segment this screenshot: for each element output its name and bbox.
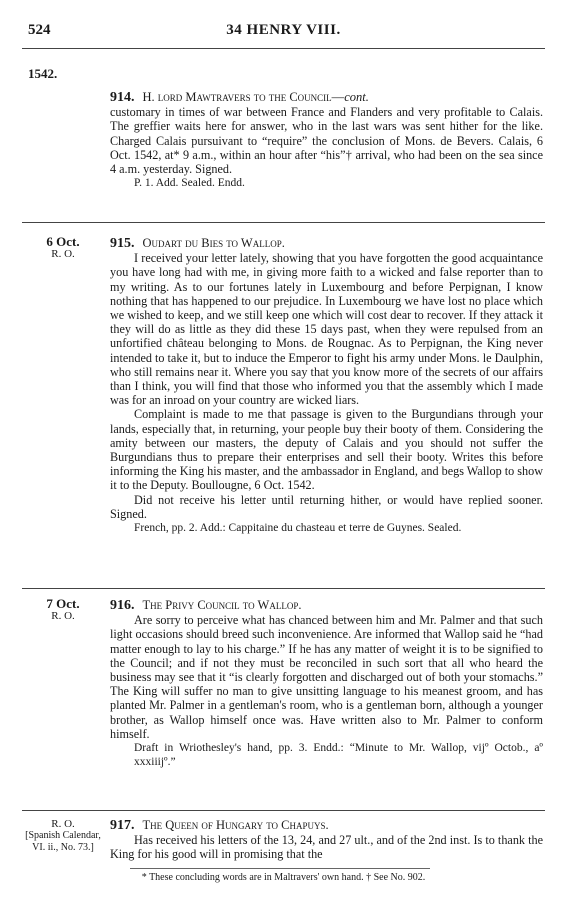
entry-date: 6 Oct. — [46, 234, 80, 249]
entry-title-cont: cont. — [344, 90, 369, 104]
entry-note: French, pp. 2. Add.: Cappitaine du chasteau et terre de Guynes. Sealed. — [134, 522, 462, 535]
footnote: * These concluding words are in Maltravers' own hand. † See No. 902. — [141, 872, 426, 883]
entry-heading — [110, 236, 543, 251]
entry-note: Draft in Wriothesley's hand, pp. 3. Endd.: “Minute to Mr. Wallop, vijº Octob., aº xxxiiijº.” — [134, 742, 543, 769]
entry-paragraph: Did not receive his letter until returning hither, or would have replied sooner. Signed. — [110, 492, 543, 521]
entry-heading — [110, 598, 543, 613]
entry-source: R. O. — [51, 610, 75, 622]
entry-paragraph: Has received his letters of the 13, 24, and 27 ult., and of the 2nd inst. Is to thank the King for his good will in promising that the — [110, 833, 543, 862]
entry-title: The Queen of Hungary to Chapuys. — [142, 818, 329, 832]
entry-915 — [110, 236, 543, 535]
entry-source-extra: [Spanish Calendar, VI. ii., No. 73.] — [25, 830, 101, 853]
entry-paragraph: I received your letter lately, showing that you have forgotten the good acquaintance you have long had with me, in giving more faith to a wicked and false reporter than to my writing. As to our fortunes lately in Luxembourg and before Perpignan, I know nothing that has happened to our prejudice. In Luxembourg we have lost no place which we wished to keep, and we still keep one which will cost dear to recover. If they attack it they will do as little as they did these 15 days past, when they were repulsed from an unfortified château belonging to Mons. de Rougnac. As to Perpignan, the King never intended to take it, but to induce the Emperor to fight his army under Mons. le Daulphin, who still remains near it. Where you say that you know more of the secrets of our affairs than I think, you will find that those who informed you that the assembly which I made was for an inroad on your country are wicked liars. — [110, 251, 543, 408]
entry-title: The Privy Council to Wallop. — [142, 598, 302, 612]
entry-917 — [110, 818, 543, 862]
margin-year: 1542. — [28, 66, 58, 81]
running-header — [28, 22, 539, 44]
margin-917 — [18, 818, 108, 854]
page-number: 524 — [28, 22, 51, 38]
margin-915 — [18, 236, 108, 260]
entry-text: customary in times of war between France and Flanders and very profitable to Calais. The greffier waits here for answer, who in the last wars was sent hither for the like. Charged Calais pursuivant to “require” the conclusion of Mons. de Bevers. Calais, 6 Oct. 1542, at* 9 a.m., within an hour after “his”† arrival, who had been on the sea since 4 a.m. yesterday. Signed. — [110, 105, 543, 177]
entry-divider — [22, 588, 545, 589]
entry-heading — [110, 90, 543, 105]
entry-heading — [110, 818, 543, 833]
page-title: 34 HENRY VIII. — [226, 22, 341, 38]
entry-number: 915. — [110, 236, 135, 251]
entry-title: Oudart du Bies to Wallop. — [142, 236, 285, 250]
entry-source: R. O. — [51, 248, 75, 260]
entry-source: R. O. — [51, 818, 75, 830]
footnote-rule — [130, 868, 430, 869]
entry-divider — [22, 810, 545, 811]
entry-paragraph: Complaint is made to me that passage is given to the Burgundians through your lands, especially that, in returning, your people buy their booty of them. Considering the amity between our masters, the deputy of Calais and you should not suffer the Burgundians thus to prepare their enterprises and sell their booty. Writes this before informing the King his master, and the ambassador in England, and begs Wallop to show it to the Deputy. Boullougne, 6 Oct. 1542. — [110, 407, 543, 493]
entry-number: 917. — [110, 818, 135, 833]
entry-note: P. 1. Add. Sealed. Endd. — [134, 177, 245, 190]
entry-title: H. lord Mawtravers to the Council— — [142, 90, 345, 104]
entry-paragraph: Are sorry to perceive what has chanced between him and Mr. Palmer and that such light occasions should breed such inconvenience. Are informed that Wallop said he “had matter enough to lay to his charge.” If he has any matter of weight it is to be signified to the Council; and if not they must be reconciled in such sort that all who heard the business may see that it “is clearly forgotten and discharged out of both your stomachs.” The King will suffer no man to give unsitting language to his meanest groom, and has planted Mr. Palmer in a gentleman's room, who is a gentleman born, although a younger brother, as Wallop himself once was. Have written also to Mr. Palmer to conform himself. — [110, 613, 543, 741]
margin-916 — [18, 598, 108, 622]
entry-divider — [22, 222, 545, 223]
entry-916 — [110, 598, 543, 769]
entry-914 — [110, 90, 543, 190]
entry-number: 914. — [110, 90, 135, 105]
entry-date: 7 Oct. — [46, 596, 80, 611]
entry-number: 916. — [110, 598, 135, 613]
header-rule — [22, 48, 545, 49]
